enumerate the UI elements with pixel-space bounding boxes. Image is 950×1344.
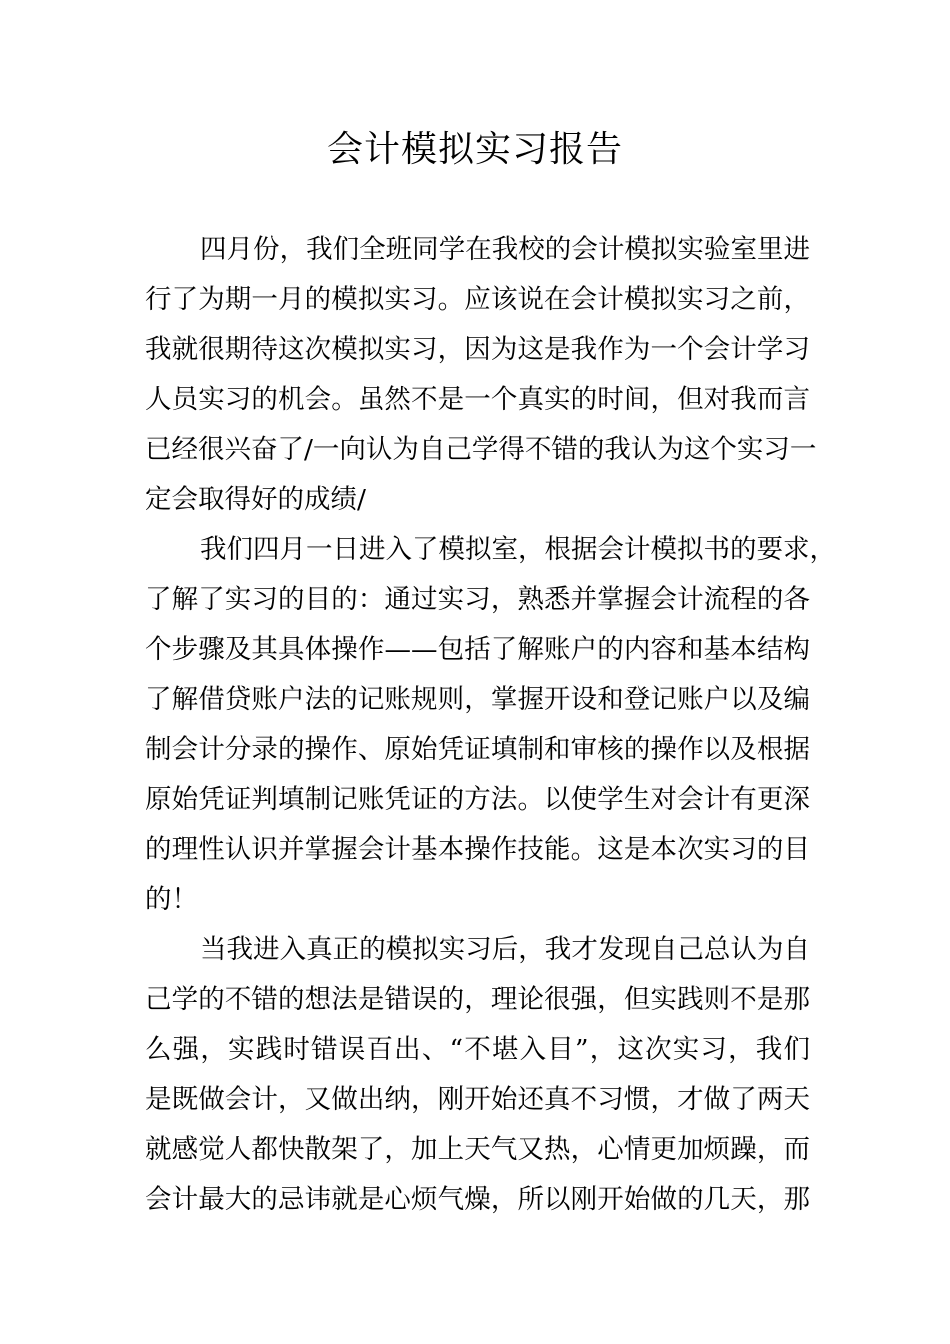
text-line: 会计最大的忌讳就是心烦气燥，所以刚开始做的几天，那 (145, 1184, 810, 1215)
paragraph-1 (145, 225, 817, 525)
text-line: 的理性认识并掌握会计基本操作技能。这是本次实习的目 (145, 834, 810, 865)
text-line: 了解借贷账户法的记账规则，掌握开设和登记账户以及编 (145, 684, 810, 715)
text-line: 就感觉人都快散架了，加上天气又热，心情更加烦躁，而 (145, 1134, 810, 1165)
text-line: 我们四月一日进入了模拟室，根据会计模拟书的要求， (200, 534, 836, 565)
text-line: 了解了实习的目的：通过实习，熟悉并掌握会计流程的各 (145, 584, 810, 615)
text-line: 己学的不错的想法是错误的，理论很强，但实践则不是那 (145, 984, 810, 1015)
text-line: 当我进入真正的模拟实习后，我才发现自己总认为自 (200, 934, 810, 965)
document-body (145, 225, 836, 1225)
paragraph-3 (145, 925, 810, 1225)
text-line: 四月份，我们全班同学在我校的会计模拟实验室里进 (200, 234, 810, 265)
text-line: 人员实习的机会。虽然不是一个真实的时间，但对我而言 (145, 384, 810, 415)
text-line: 个步骤及其具体操作——包括了解账户的内容和基本结构 (145, 634, 810, 665)
document-title: 会计模拟实习报告 (326, 129, 623, 170)
text-line: 定会取得好的成绩/ (145, 484, 366, 515)
text-line: 么强，实践时错误百出、“不堪入目”，这次实习，我们 (145, 1034, 810, 1065)
text-line: 行了为期一月的模拟实习。应该说在会计模拟实习之前， (145, 284, 810, 315)
text-line: 我就很期待这次模拟实习，因为这是我作为一个会计学习 (145, 334, 810, 365)
paragraph-2 (145, 525, 836, 925)
text-line: 原始凭证判填制记账凭证的方法。以使学生对会计有更深 (145, 784, 810, 815)
text-line: 是既做会计，又做出纳，刚开始还真不习惯，才做了两天 (145, 1084, 810, 1115)
text-line: 制会计分录的操作、原始凭证填制和审核的操作以及根据 (145, 734, 810, 765)
text-line: 已经很兴奋了/一向认为自己学得不错的我认为这个实习一 (145, 434, 817, 465)
text-line: 的！ (145, 884, 198, 915)
